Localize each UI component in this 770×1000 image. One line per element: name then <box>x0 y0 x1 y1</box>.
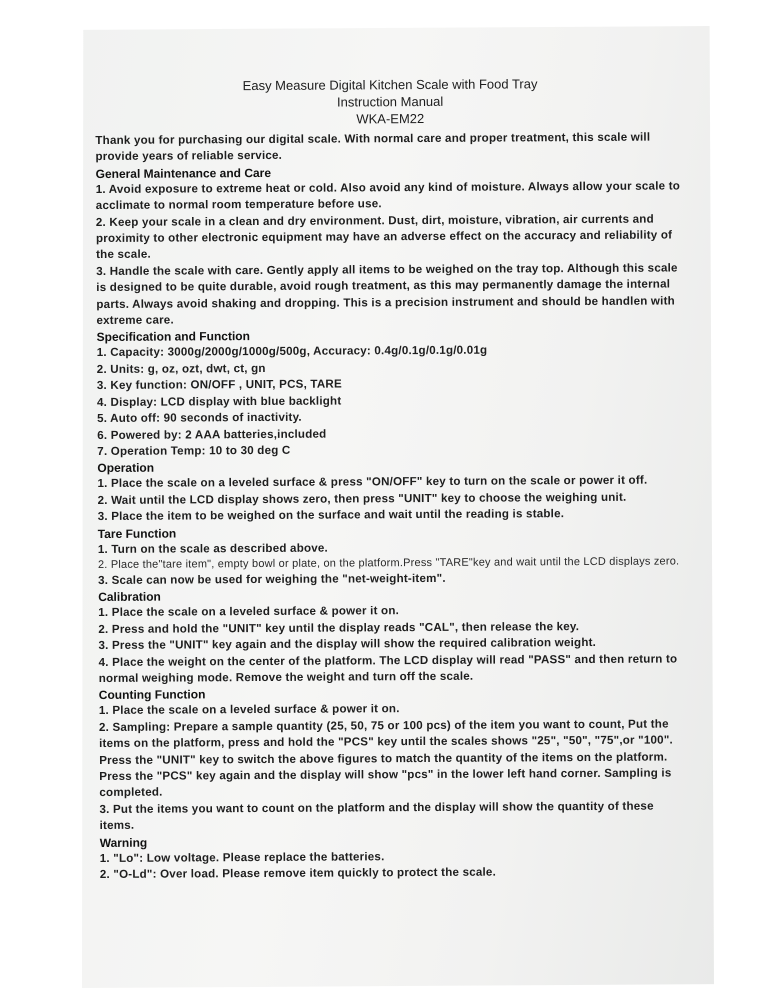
operation-item: 3. Place the item to be weighed on the surface and wait until the reading is stable. <box>97 507 565 524</box>
spec-item: 4. Display: LCD display with blue backlight <box>96 394 342 409</box>
spec-item: 2. Units: g, oz, ozt, dwt, ct, gn <box>96 361 266 376</box>
tare-item: 3. Scale can now be used for weighing the "net-weight-item". <box>98 571 446 587</box>
tare-item: 2. Place the"tare item", empty bowl or plate, on the platform.Press "TARE"key and wait until the LCD displays zero. <box>97 555 680 571</box>
manual-content <box>95 74 690 883</box>
calibration-item: 3. Press the "UNIT" key again and the display will show the required calibration weight. <box>98 636 597 653</box>
spec-item: 6. Powered by: 2 AAA batteries,included <box>97 427 327 442</box>
document-title <box>95 74 685 129</box>
counting-item: 2. Sampling: Prepare a sample quantity (25, 50, 75 or 100 pcs) of the item you want to count, Put the items on the platform, press and hold the "PCS" key until the scales shows "25", "50", "75",or "100". Press the "UNIT" key to switch the above figures to match the quantity of the items on the platform. Press the "PCS" key again and the display will show "pcs" in the lower left hand corner. Sampling is completed. <box>98 717 673 800</box>
operation-item: 1. Place the scale on a leveled surface & press "ON/OFF" key to turn on the scale or power it off. <box>97 473 648 491</box>
heading-calibration: Calibration <box>98 589 161 605</box>
heading-operation: Operation <box>97 460 155 476</box>
maintenance-item: 2. Keep your scale in a clean and dry environment. Dust, dirt, moisture, vibration, air currents and proximity to other electronic equipment may have an adverse effect on the accuracy and reliability of the scale. <box>95 212 673 262</box>
calibration-item: 4. Place the weight on the center of the platform. The LCD display will read "PASS" and then return to normal weighing mode. Remove the weight and turn off the scale. <box>98 652 678 685</box>
counting-item: 1. Place the scale on a leveled surface & power it on. <box>98 702 400 718</box>
maintenance-item: 1. Avoid exposure to extreme heat or cold. Also avoid any kind of moisture. Always allow your scale to acclimate to normal room temperature before use. <box>95 179 681 213</box>
spec-item: 5. Auto off: 90 seconds of inactivity. <box>97 410 302 426</box>
heading-warning: Warning <box>99 835 148 850</box>
calibration-item: 1. Place the scale on a leveled surface & power it on. <box>98 604 400 620</box>
counting-item: 3. Put the items you want to count on the platform and the display will show the quantity of these items. <box>99 799 654 833</box>
spec-item: 7. Operation Temp: 10 to 30 deg C <box>97 443 291 458</box>
heading-tare: Tare Function <box>97 526 177 541</box>
heading-maintenance: General Maintenance and Care <box>95 165 272 181</box>
spec-item: 3. Key function: ON/OFF , UNIT, PCS, TARE <box>96 377 342 393</box>
intro-paragraph: Thank you for purchasing our digital scale. With normal care and proper treatment, this scale will provide years of reliable service. <box>95 130 651 164</box>
maintenance-item: 3. Handle the scale with care. Gently apply all items to be weighed on the tray top. Although this scale is designed to be quite durable, avoid rough treatment, as this may permanently damage the internal parts. Always avoid shaking and dropping. This is a precision instrument and should be handlen with extreme care. <box>96 261 678 328</box>
warning-item: 1. "Lo": Low voltage. Please replace the batteries. <box>99 849 385 865</box>
calibration-item: 2. Press and hold the "UNIT" key until the display reads "CAL", then release the key. <box>98 619 580 636</box>
spec-item: 1. Capacity: 3000g/2000g/1000g/500g, Accuracy: 0.4g/0.1g/0.1g/0.01g <box>96 344 488 360</box>
tare-item: 1. Turn on the scale as described above. <box>97 541 328 556</box>
heading-specification: Specification and Function <box>96 329 250 345</box>
title-product: Easy Measure Digital Kitchen Scale with Food Tray <box>242 76 538 94</box>
heading-counting: Counting Function <box>98 687 206 703</box>
warning-item: 2. "O-Ld": Over load. Please remove item quickly to protect the scale. <box>99 865 497 882</box>
operation-item: 2. Wait until the LCD display shows zero, then press "UNIT" key to choose the weighing unit. <box>97 490 627 507</box>
title-manual: Instruction Manual <box>336 93 444 110</box>
title-model: WKA-EM22 <box>356 110 425 127</box>
